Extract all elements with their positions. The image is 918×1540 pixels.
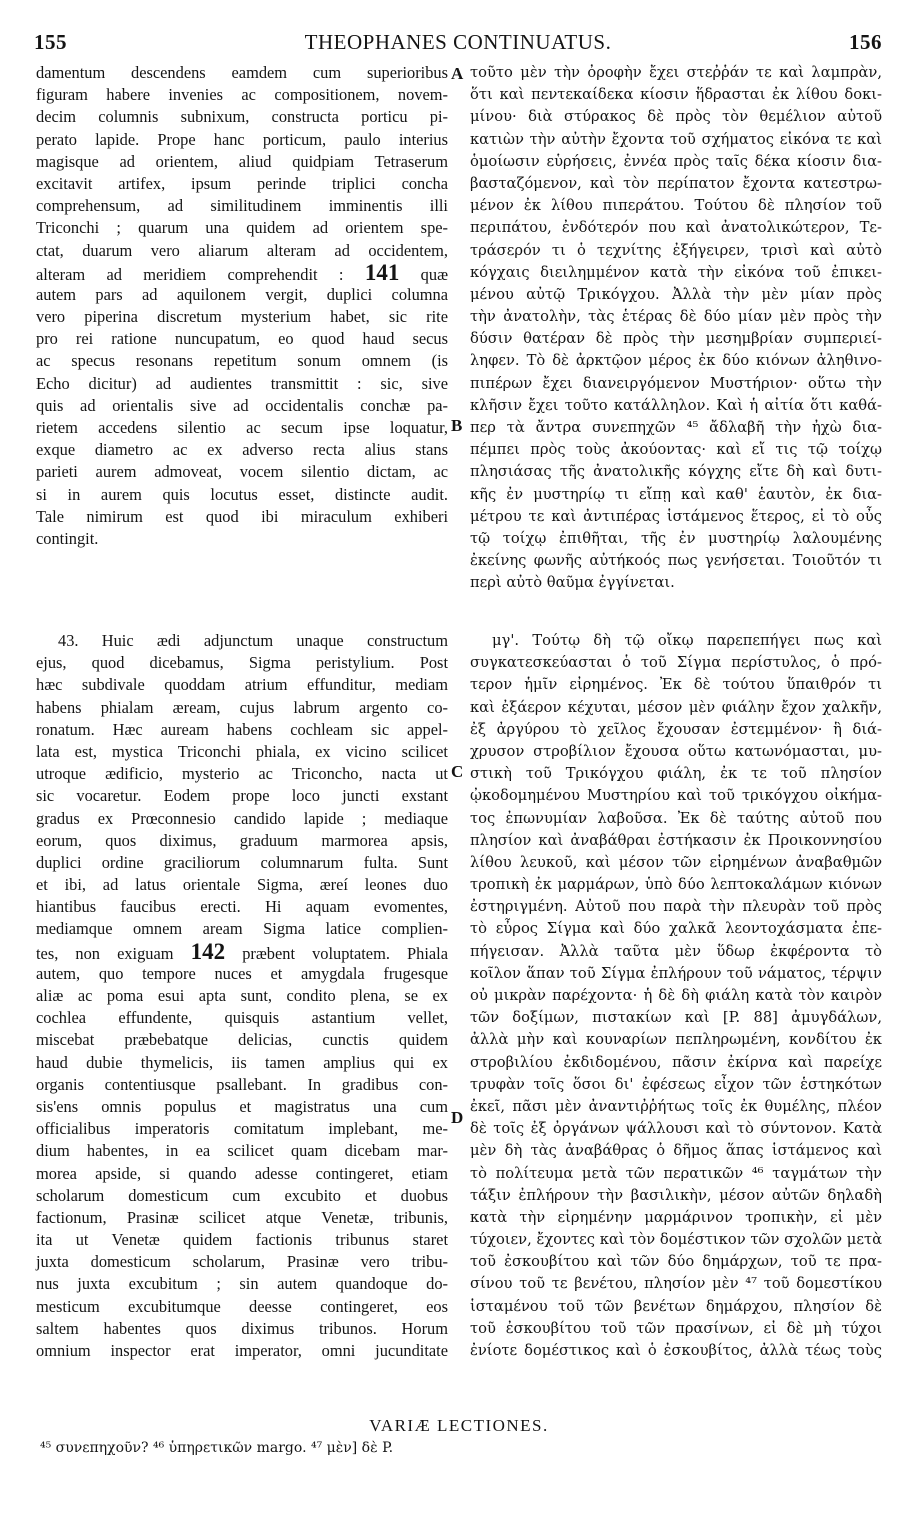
text-line: factionum, Prasinæ scilicet atque Venetæ, tribunis,: [36, 1207, 448, 1227]
text-line: scholarum domesticum cum excubito et duobus: [36, 1185, 448, 1205]
running-head: [34, 30, 882, 60]
text-line: morea apside, si quando adesse contingeret, etiam: [36, 1163, 448, 1183]
text-line: 43. Huic ædi adjunctum unaque constructum: [58, 631, 448, 650]
text-line: Triconchi ; quarum una quidem ad orientem spe-: [36, 218, 448, 238]
text-line: [36, 938, 448, 964]
text-line: haud dubie thymelicis, iis tamen amplius qui ex: [36, 1052, 448, 1072]
text-line: λίθου λευκοῦ, καὶ μέσον τῶν εἰρημένων ἀναβαθμῶν: [470, 853, 882, 871]
text-line: autem pars ad aquilonem vergit, duplici columna: [36, 284, 448, 304]
section-marker-d: D: [451, 1108, 464, 1127]
text-line: μγ'. Τούτῳ δὴ τῷ οἴκῳ παρεπεπήγει πως καὶ: [492, 632, 882, 649]
text-line: autem, quo tempore nuces et amygdala frugesque: [36, 963, 448, 983]
text-line: τοῦ ἐσκουβίτου καὶ τῶν δύο δημάρχων, τοῦ τε πρα-: [470, 1253, 882, 1271]
text-line: περ τὰ ἄντρα συνεπηχῶν ⁴⁵ ἄδλαβῆ τὴν ἠχὼ δια-: [470, 419, 882, 436]
text-line: parieti aurem admoveat, vocem silentio dictam, ac: [36, 462, 448, 482]
greek-column-block-1: [470, 62, 882, 595]
text-line: rietem accedens silentio ac secum ipse loquatur,: [36, 418, 448, 437]
text-line: omnium inspector erat imperator, omni jucunditate: [36, 1341, 448, 1360]
text-line: duplici ordine graciliorum columnarum fulta. Sunt: [36, 852, 448, 872]
text-line: τύχοιεν, ἔχοντες καὶ τὸν δομέστικον τῶν σχολῶν μετὰ: [470, 1231, 882, 1249]
text-line: ἀλλὰ μὴν καὶ κουναρίων πεπληρωμένη, κονδίτου ἐκ: [470, 1031, 882, 1049]
section-marker-b: B: [451, 416, 463, 435]
text-line: ᾠκοδομημένου Μυστηρίου καὶ τοῦ τρικόγχου οἰκήμα-: [470, 787, 882, 805]
text-line: περὶ αὐτὸ θαῦμα ἐγγίνεται.: [470, 574, 675, 592]
text-line: ἐκείνης φωνῆς αὐτήκοός πως γενήσεται. Τοιοῦτόν τι: [470, 552, 882, 570]
text-line: κλῆσιν ἔχει τοῦτο κατάλληλον. Καὶ ἡ αἰτία ὅτι καθά-: [470, 396, 882, 414]
running-title: THEOPHANES CONTINUATUS.: [304, 30, 612, 54]
text-line: τοῦ ἐσκουβίτου τοῦ τῶν πρασίνων, εἰ δὲ μὴ τύχοι: [470, 1319, 882, 1337]
text-line: κατιὼν τὴν αὐτὴν ἔχοντα τοῦ σχήματος εἰκόνα τε καὶ: [470, 130, 882, 148]
text-line: τερον ἡμῖν εἰρημένος. Ἐκ δὲ τούτου ὕπαιθρόν τι: [470, 676, 882, 694]
text-line: cochlea effundente, quisquis astantium vellet,: [36, 1008, 448, 1028]
text-line: excitavit artifex, ipsum perinde triplici concha: [36, 173, 448, 193]
text-line: πιπέρων ἔχει διανειργόμενον Μυστήριον· οὕτω τὴν: [470, 374, 882, 392]
text-line: ἐκεῖ, πᾶσι μὲν ἀναντιῤῥήτως τοῖς ἐκ θυμέλης, πλέον: [470, 1097, 882, 1115]
text-line: juxta domesticum scholarum, Prasinæ vero tribu-: [36, 1252, 448, 1272]
text-line: mediamque omnem aream Sigma latice complien-: [36, 919, 448, 939]
text-line: gradus ex Prœconnesio candido lapide ; mediaque: [36, 808, 448, 828]
text-line: hæc subdivale quoddam atrium effunditur, mediam: [36, 675, 448, 695]
text-line: βασταζόμενον, καὶ τὸν περίπατον ἔχοντα κατεστρω-: [470, 174, 882, 192]
text-line: miscebat præbebatque delicias, cunctis quidem: [36, 1030, 448, 1050]
text-line: contingit.: [36, 528, 99, 548]
text-line: damentum descendens eamdem cum superioribus: [36, 63, 448, 82]
migne-column-number: 141: [364, 259, 400, 285]
text-line: ἐξ ἀργύρου τὸ χεῖλος ἔχουσαν ἐστεμμένον· ἣ διά-: [470, 720, 882, 738]
apparatus-title: VARIÆ LECTIONES.: [369, 1416, 549, 1435]
text-line: περιπάτου, ἐνδότερόν που καὶ ἀνατολικώτερον, Τε-: [470, 219, 882, 237]
text-line: τὴν ἀνατολὴν, τὰς ἑτέρας δὲ δύο μίαν μὲν πρὸς τὴν: [470, 308, 882, 326]
text-line: ita ut Venetæ quidem factionis tribunus staret: [36, 1230, 448, 1250]
text-fragment: alteram ad meridiem comprehendit :: [36, 264, 365, 284]
text-line: καὶ ἐξάερον κέχυται, μέσον μὲν φιάλην ἔχον χαλκῆν,: [470, 698, 882, 716]
text-line: figuram habere invenies ac compositionem, novem-: [36, 85, 448, 105]
latin-column-block-2: [36, 630, 448, 1362]
text-fragment: quæ: [399, 264, 448, 284]
text-line: χρυσον στροβίλιον ἔχουσα οὕτω κατωνόμασται, μυ-: [470, 742, 882, 760]
text-line: quis ad orientalis sive ad occidentalis conchæ pa-: [36, 395, 448, 415]
section-marker-c: C: [451, 762, 464, 781]
text-line: στικὴ τοῦ Τρικόγχου φιάλη, ἐκ τε τοῦ πλησίον: [470, 765, 882, 783]
text-line: et ibi, ad latus orientale Sigma, æreí leones duo: [36, 875, 448, 895]
text-line: mesticum excubitumque deesse contingeret, eos: [36, 1296, 448, 1316]
text-line: τοῦτο μὲν τὴν ὀροφὴν ἔχει στεῤῥάν τε καὶ λαμπρὰν,: [470, 64, 882, 81]
text-line: comprehensum, ad similitudinem imminentis illi: [36, 196, 448, 216]
text-line: συγκατεσκεύασται ὁ τοῦ Σίγμα περίστυλος, ὁ πρό-: [470, 654, 882, 672]
text-line: nus juxta excubitum ; sin autem quandoque do-: [36, 1274, 448, 1294]
text-line: τάξιν ἐπλήρουν τὴν βασιλικὴν, μέσον αὐτῶν δηλαδὴ: [470, 1186, 882, 1204]
text-line: ac specus resonans repetitum sonum omnem (is: [36, 351, 448, 371]
text-line: τῶν δοξίμων, πιστακίων καὶ [P. 88] ἀμυγδάλων,: [470, 1009, 882, 1027]
text-line: κῆς ἐν μυστηρίῳ τι εἴπῃ καὶ καθ' ἑαυτὸν, ἐκ δια-: [470, 485, 882, 503]
text-line: κοῖλον ἅπαν τοῦ Σίγμα ἐπλήρουν τοῦ νάματος, τέρψιν: [470, 964, 882, 982]
text-line: ejus, quod dicebamus, Sigma peristylium. Post: [36, 653, 448, 673]
text-line: pro rei ratione nuncupatum, eo quod haud secus: [36, 329, 448, 349]
text-line: decim columnis subnixum, constructa porticu pi-: [36, 107, 448, 127]
text-line: ἐστηριγμένη. Αὐτοῦ που παρὰ τὴν πλευρὰν τοῦ πρὸς: [470, 898, 882, 916]
text-line: perato lapide. Prope hanc porticum, paulo interius: [36, 129, 448, 149]
text-line: κατὰ τὴν εἰρημένην μαρμάρινον τροπικὴν, εἰ μὲν: [470, 1208, 882, 1226]
text-line: ἐνίοτε δομέστικος καὶ ὁ ἐσκουβίτος, ἀλλὰ τέως τοὺς: [470, 1342, 882, 1359]
text-line: Echo dicitur) ad audientes transmittit : sic, sive: [36, 373, 448, 393]
text-line: δὲ τοῖς ἐξ ὀργάνων ψάλλουσι καὶ τὸ σύντονον. Κατὰ: [470, 1120, 882, 1138]
latin-column-block-1: [36, 62, 448, 550]
text-line: μέτρου τε καὶ ἀντιπέρας ἱστάμενος ἕτερος, εἰ τὸ οὖς: [470, 507, 882, 525]
text-line: officialibus imperatoris comitatum implebant, me-: [36, 1119, 448, 1139]
text-line: τῷ τοίχῳ ἐπιθῆται, τῆς ἐν μυστηρίῳ λαλουμένης: [470, 529, 882, 547]
text-line: μὲν δὴ τὰς ἀναβάθρας ὁ δῆμος ἅπας ἱστάμενος καὶ: [470, 1142, 882, 1160]
text-line: πλησιάσας τῆς ἀνατολικῆς κόγχης εἴτε δὴ καὶ δυτι-: [470, 463, 882, 481]
text-line: μίνου· διὰ στύρακος δὲ πρὸς τὸν θεμέλιον αὐτοῦ: [470, 108, 882, 126]
text-line: lata est, mystica Triconchi phiala, ex vicino scilicet: [36, 741, 448, 761]
text-line: exque diametro ac ex adverso recta alius stans: [36, 440, 448, 460]
text-line: eorum, quos diximus, graduum marmorea apsis,: [36, 830, 448, 850]
text-line: organis contentiusque psallebant. In gradibus con-: [36, 1074, 448, 1094]
page-number-left: 155: [34, 30, 67, 54]
text-line: τὸ πολίτευμα μετὰ τῶν περατικῶν ⁴⁶ ταγμάτων τὴν: [470, 1164, 882, 1182]
text-line: Tale nimirum est quod ibi miraculum exhiberi: [36, 506, 448, 526]
text-line: ronatum. Hæc auream habens cochleam sic appel-: [36, 719, 448, 739]
text-line: sic vocaretur. Eodem prope loco juncti exstant: [36, 786, 448, 806]
text-line: δύσιν θατέραν δὲ πρὸς τὴν μεσημβρίαν συμπεριεί-: [470, 330, 882, 348]
text-line: τὸ εὖρος Σίγμα καὶ δύο χαλκᾶ λεοντοχάσματα ἐπε-: [470, 920, 882, 938]
greek-column-block-2: [470, 630, 882, 1362]
text-line: τράσερόν τι ὁ τεχνίτης ἐξήγειρεν, τρισὶ καὶ αὐτὸ: [470, 241, 882, 259]
text-line: κόγχαις διειλημμένον κατὰ τὴν εἰκόνα τοῦ ἐπικει-: [470, 263, 882, 281]
text-line: habens phialam æream, cujus labrum argento co-: [36, 697, 448, 717]
text-line: πέμπει πρὸς τοὺς ἀκούοντας· καὶ εἴ τις τῷ τοίχῳ: [470, 441, 882, 459]
text-line: [36, 259, 448, 285]
text-line: μένον ἐκ λίθου πιπεράτου. Τούτου δὲ πλησίον τοῦ: [470, 197, 882, 215]
text-line: στροβιλίου ἐκδιδομένου, πᾶσιν ἐκίρνα καὶ παρείχε: [470, 1053, 882, 1071]
apparatus-notes: ⁴⁵ συνεπηχοῦν? ⁴⁶ ὑπηρετικῶν margo. ⁴⁷ μὲν] δὲ P.: [40, 1440, 394, 1456]
text-line: ὅτι καὶ πεντεκαίδεκα κίοσιν ἥδρασται ἐκ λίθου δοκι-: [470, 86, 882, 104]
text-line: ληφεν. Τὸ δὲ ἀρκτῷον μέρος ἐκ δύο κιόνων ἀληθινο-: [470, 352, 882, 370]
text-line: ctat, duarum vero aliarum alteram ad occidentem,: [36, 240, 448, 260]
text-line: ἱσταμένου τοῦ τῶν βενέτων δημάρχου, πλησίον δὲ: [470, 1297, 882, 1315]
text-line: τρυφὰν τοῖς ὅσοι δι' ἐφέσεως εἶχον τῶν ἑστηκότων: [470, 1075, 882, 1093]
text-line: μένου αὐτῷ Τρικόγχου. Ἀλλὰ τὴν μὲν μίαν πρὸς: [470, 285, 882, 303]
text-line: σίνου τοῦ τε βενέτου, πλησίον μὲν ⁴⁷ τοῦ δομεστίκου: [470, 1275, 882, 1293]
text-line: magisque ad orientem, aliud quidpiam Tetraserum: [36, 151, 448, 171]
text-fragment: præbent voluptatem. Phiala: [225, 943, 448, 963]
migne-column-number: 142: [190, 938, 226, 964]
text-line: vero piperina discretum mysterium habet, sic rite: [36, 307, 448, 327]
text-line: πήγεισαν. Ἀλλὰ ταῦτα μὲν ὕδωρ ἐκφέροντα τὸ: [470, 942, 882, 960]
text-line: sis'ens omnis populus et magistratus una cum: [36, 1096, 448, 1116]
text-line: ὁμοίωσιν εὑρήσεις, ἐννέα πρὸς ταῖς δέκα κίοσιν δια-: [470, 152, 882, 170]
section-marker-a: A: [451, 64, 464, 83]
text-line: hiantibus faucibus erecti. Hi aquam evomentes,: [36, 897, 448, 917]
text-line: τροπικὴ ἐκ μαρμάρων, ὑπὸ δύο λεπτοκαλάμων κιόνων: [470, 876, 882, 894]
page-number-right: 156: [849, 30, 882, 54]
text-line: si in aurem quis locutus esset, distincte audit.: [36, 484, 448, 504]
text-line: dium habentes, in ea scilicet quam dicebam mar-: [36, 1141, 448, 1161]
text-fragment: tes, non exiguam: [36, 943, 191, 963]
text-line: οὐ μικρὰν παρέχοντα· ἡ δὲ δὴ φιάλη κατὰ τὸν καιρὸν: [470, 987, 882, 1004]
text-line: τος ἐπωνυμίαν λαβοῦσα. Ἐκ δὲ ταύτης αὐτοῦ που: [470, 809, 882, 827]
text-line: saltem habentes quos diximus tribunos. Horum: [36, 1318, 448, 1338]
text-line: utroque ædificio, mysterio ac Triconcho, nacta ut: [36, 764, 448, 784]
text-line: aliæ ac poma esui apta sunt, condito plena, se ex: [36, 986, 448, 1005]
text-line: πλησίον καὶ ἀναβάθραι ἐστήκασιν ἐκ Προικοννησίου: [470, 831, 882, 849]
